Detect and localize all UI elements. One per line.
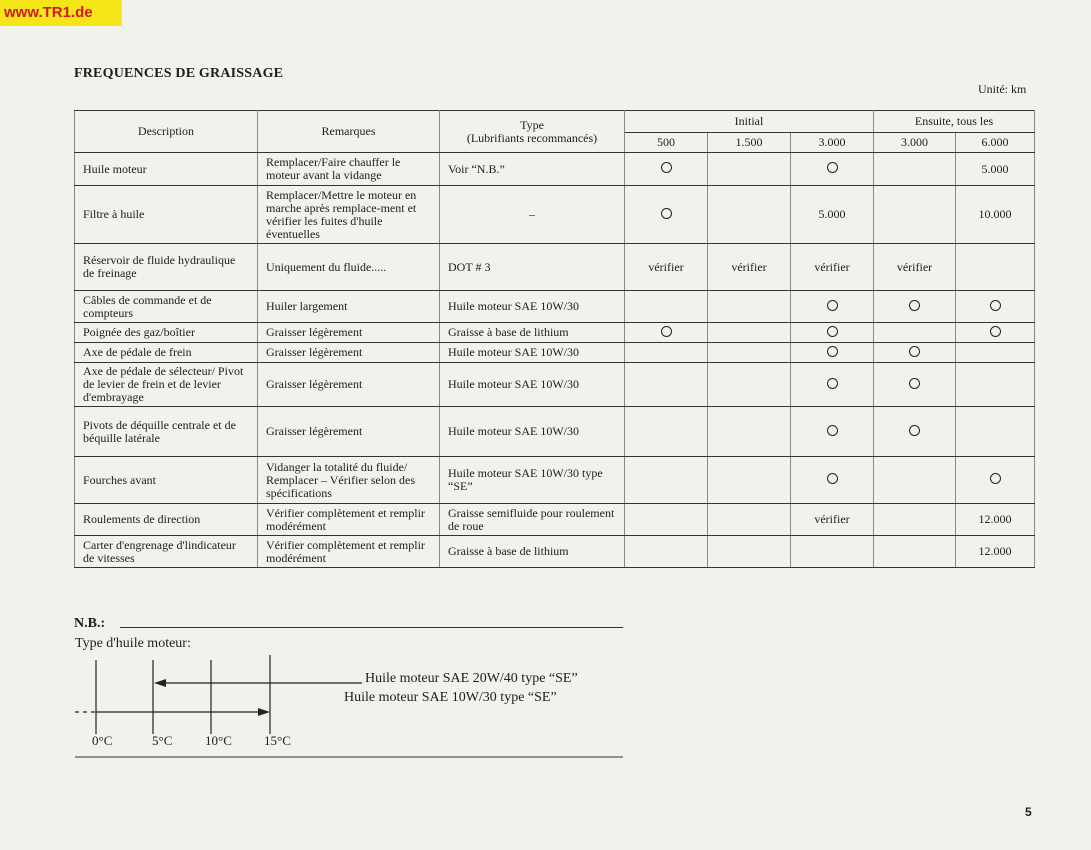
header-initial: Initial bbox=[625, 111, 874, 133]
header-ensuite: Ensuite, tous les bbox=[874, 111, 1035, 133]
cell-description: Axe de pédale de frein bbox=[75, 343, 258, 363]
tick-label-5: 5°C bbox=[152, 733, 173, 748]
cell-description: Carter d'engrenage d'lindicateur de vitesses bbox=[75, 536, 258, 568]
cell-type: Graisse à base de lithium bbox=[440, 536, 625, 568]
header-km-3: 3.000 bbox=[874, 133, 956, 153]
cell-remarques: Vérifier complètement et remplir modérément bbox=[258, 536, 440, 568]
header-description: Description bbox=[75, 111, 258, 153]
cell-remarques: Graisser légèrement bbox=[258, 323, 440, 343]
tick-label-10: 10°C bbox=[205, 733, 232, 748]
arrow-cold-head bbox=[258, 708, 270, 716]
cell-type: Huile moteur SAE 10W/30 bbox=[440, 407, 625, 457]
header-type-label: Type bbox=[520, 117, 544, 132]
tick-label-0: 0°C bbox=[92, 733, 113, 748]
watermark: www.TR1.de bbox=[0, 0, 122, 26]
cell-interval: vérifier bbox=[625, 244, 708, 291]
arrow-hot-head bbox=[154, 679, 166, 687]
cell-interval: 5.000 bbox=[956, 153, 1035, 186]
cell-description: Câbles de commande et de compteurs bbox=[75, 291, 258, 323]
cell-description: Poignée des gaz/boîtier bbox=[75, 323, 258, 343]
unit-label: Unité: km bbox=[978, 82, 1027, 96]
cell-type: – bbox=[440, 186, 625, 244]
header-km-2: 3.000 bbox=[791, 133, 874, 153]
oil-type-label: Type d'huile moteur: bbox=[75, 636, 191, 651]
cell-description: Fourches avant bbox=[75, 457, 258, 504]
page-title: FREQUENCES DE GRAISSAGE bbox=[74, 66, 284, 81]
cell-interval: vérifier bbox=[708, 244, 791, 291]
header-remarques: Remarques bbox=[258, 111, 440, 153]
header-km-0: 500 bbox=[625, 133, 708, 153]
cell-remarques: Huiler largement bbox=[258, 291, 440, 323]
oil-cold-label: Huile moteur SAE 10W/30 type “SE” bbox=[344, 690, 557, 705]
cell-type: Huile moteur SAE 10W/30 bbox=[440, 343, 625, 363]
page-number: 5 bbox=[1025, 805, 1032, 819]
cell-description: Pivots de déquille centrale et de béquille latérale bbox=[75, 407, 258, 457]
cell-remarques: Uniquement du fluide..... bbox=[258, 244, 440, 291]
cell-interval: 10.000 bbox=[956, 186, 1035, 244]
cell-interval: vérifier bbox=[874, 244, 956, 291]
cell-remarques: Remplacer/Faire chauffer le moteur avant la vidange bbox=[258, 153, 440, 186]
cell-description: Réservoir de fluide hydraulique de freinage bbox=[75, 244, 258, 291]
cell-type: Graisse semifluide pour roulement de roue bbox=[440, 504, 625, 536]
oil-hot-label: Huile moteur SAE 20W/40 type “SE” bbox=[365, 671, 578, 686]
cell-type: Voir “N.B.” bbox=[440, 153, 625, 186]
cell-remarques: Vidanger la totalité du fluide/ Remplacer – Vérifier selon des spécifications bbox=[258, 457, 440, 504]
cell-description: Roulements de direction bbox=[75, 504, 258, 536]
nb-label: N.B.: bbox=[74, 616, 106, 631]
cell-remarques: Vérifier complètement et remplir modérément bbox=[258, 504, 440, 536]
cell-description: Filtre à huile bbox=[75, 186, 258, 244]
cell-interval: 12.000 bbox=[956, 536, 1035, 568]
cell-interval: vérifier bbox=[791, 244, 874, 291]
header-km-4: 6.000 bbox=[956, 133, 1035, 153]
tick-label-15: 15°C bbox=[264, 733, 291, 748]
cell-type: Huile moteur SAE 10W/30 bbox=[440, 291, 625, 323]
cell-type: Huile moteur SAE 10W/30 bbox=[440, 363, 625, 407]
cell-interval: 12.000 bbox=[956, 504, 1035, 536]
cell-type: DOT # 3 bbox=[440, 244, 625, 291]
cell-description: Huile moteur bbox=[75, 153, 258, 186]
header-km-1: 1.500 bbox=[708, 133, 791, 153]
header-type-sub: (Lubrifiants recommancés) bbox=[466, 130, 598, 145]
cell-remarques: Graisser légèrement bbox=[258, 363, 440, 407]
cell-description: Axe de pédale de sélecteur/ Pivot de levier de frein et de levier d'embrayage bbox=[75, 363, 258, 407]
cell-remarques: Graisser légèrement bbox=[258, 407, 440, 457]
cell-interval: 5.000 bbox=[791, 186, 874, 244]
cell-interval: vérifier bbox=[791, 504, 874, 536]
cell-remarques: Graisser légèrement bbox=[258, 343, 440, 363]
cell-type: Graisse à base de lithium bbox=[440, 323, 625, 343]
cell-type: Huile moteur SAE 10W/30 type “SE” bbox=[440, 457, 625, 504]
cell-remarques: Remplacer/Mettre le moteur en marche après remplace-ment et vérifier les fuites d'huile éventuelles bbox=[258, 186, 440, 244]
